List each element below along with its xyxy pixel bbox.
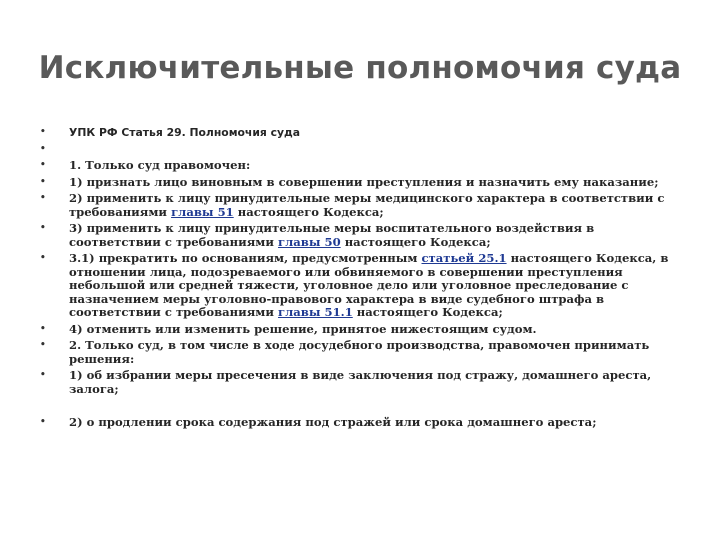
list-item <box>40 192 680 219</box>
item-text: 3.1) прекратить по основаниям, предусмотренным <box>69 251 422 265</box>
bullet-icon: • <box>40 193 46 203</box>
item-text: настоящего Кодекса; <box>352 305 503 319</box>
item-text: 1) признать лицо виновным в совершении преступления и назначить ему наказание; <box>69 174 659 189</box>
item-text: настоящего Кодекса; <box>340 234 491 249</box>
list-item <box>40 339 680 366</box>
bullet-icon: • <box>40 160 46 170</box>
item-text: 1) об избрании меры пресечения в виде заключения под стражу, домашнего ареста, залога; <box>69 368 652 396</box>
item-text: 4) отменить или изменить решение, принятое нижестоящим судом. <box>69 321 537 336</box>
article-heading: УПК РФ Статья 29. Полномочия суда <box>69 126 301 139</box>
list-item <box>40 416 680 430</box>
list-item <box>40 176 680 190</box>
bullet-icon: • <box>40 127 46 137</box>
link-chapter-51[interactable]: главы 51 <box>171 204 234 219</box>
item-text: 1. Только суд правомочен: <box>69 158 251 172</box>
bullet-icon: • <box>40 143 46 154</box>
list-item <box>40 143 680 157</box>
link-article-25-1[interactable]: статьей 25.1 <box>421 251 507 265</box>
list-item <box>40 369 680 396</box>
item-text: 2) применить к лицу принудительные меры медицинского характера в соответствии с требованиями <box>69 191 665 219</box>
link-chapter-51-1[interactable]: главы 51.1 <box>278 305 353 319</box>
list-item <box>40 126 680 140</box>
bullet-icon: • <box>40 223 46 233</box>
list-item <box>40 323 680 337</box>
list-item <box>40 159 680 173</box>
bullet-icon: • <box>40 253 46 263</box>
bullet-icon: • <box>40 417 46 427</box>
bullet-icon: • <box>40 370 46 380</box>
item-text: 3) применить к лицу принудительные меры воспитательного воздействия в соответствии с требованиями <box>69 221 595 249</box>
item-text: настоящего Кодекса, в отношении лица, подозреваемого или обвиняемого в совершении преступления небольшой или средней тяжести, уголовное дело или уголовное преследование с назначением меры уголовно-правового характера в виде судебного штрафа в соответствии с требованиями <box>69 251 669 319</box>
list-item <box>40 222 680 249</box>
bullet-list <box>40 126 680 430</box>
item-text: 2. Только суд, в том числе в ходе досудебного производства, правомочен принимать решения: <box>69 338 650 366</box>
bullet-icon: • <box>40 323 46 334</box>
slide-title: Исключительные полномочия суда <box>38 50 682 86</box>
item-text: 2) о продлении срока содержания под стражей или срока домашнего ареста; <box>69 415 597 429</box>
bullet-icon: • <box>40 176 46 187</box>
link-chapter-50[interactable]: главы 50 <box>278 234 341 249</box>
bullet-icon: • <box>40 340 46 350</box>
item-text: настоящего Кодекса; <box>233 204 384 219</box>
list-item <box>40 252 680 320</box>
